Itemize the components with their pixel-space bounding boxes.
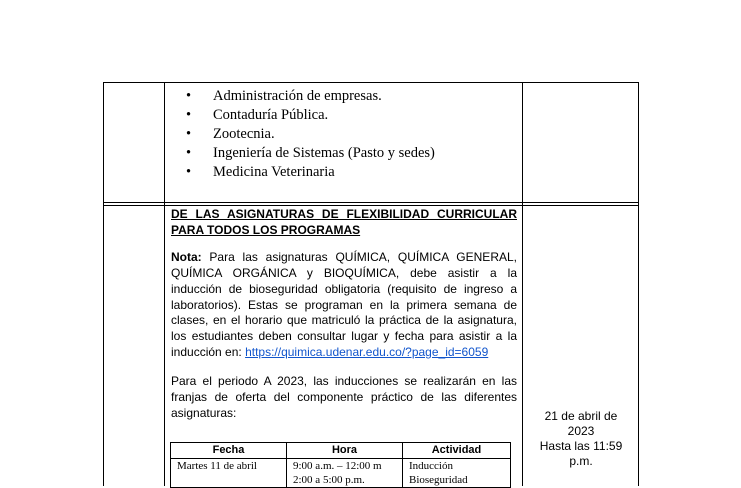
deadline-line: 21 de abril de: [544, 409, 618, 423]
deadline-line: Hasta las 11:59: [539, 439, 623, 453]
deadline-text: [526, 409, 636, 469]
actividad-line: Bioseguridad: [409, 474, 468, 486]
list-item: • Zootecnia.: [186, 125, 435, 144]
induction-schedule-table: [170, 442, 511, 488]
section-heading: DE LAS ASIGNATURAS DE FLEXIBILIDAD CURRICULAR PARA TODOS LOS PROGRAMAS: [171, 207, 517, 237]
hora-line: 2:00 a 5:00 p.m.: [293, 474, 365, 486]
note-paragraph: [171, 250, 517, 360]
row-divider: [103, 202, 639, 203]
hora-line: 9:00 a.m. – 12:00 m: [293, 460, 382, 472]
actividad-line: Inducción: [409, 460, 453, 472]
flex-section: [171, 207, 517, 421]
note-label: Nota:: [171, 250, 202, 265]
note-text: Para las asignaturas QUÍMICA, QUÍMICA GENERAL, QUÍMICA ORGÁNICA y BIOQUÍMICA, debe asistir a la inducción de bioseguridad obligatoria (requisito de ingreso a laboratorios). Estas se programan en la primera semana de clases, en el horario que matriculó la práctica de la asignatura, los estudiantes deben consultar lugar y fecha para asistir a la inducción en:: [171, 250, 517, 359]
row-divider: [103, 205, 639, 206]
list-item: • Administración de empresas.: [186, 87, 435, 106]
table-right-border: [638, 82, 639, 486]
cell-actividad: [403, 459, 511, 488]
table-left-border: [103, 82, 104, 486]
table-top-border: [103, 82, 639, 83]
program-list: [186, 87, 435, 182]
list-item: • Medicina Veterinaria: [186, 163, 435, 182]
cell-hora: [287, 459, 403, 488]
cell-fecha: Martes 11 de abril: [171, 459, 287, 488]
column-divider: [164, 82, 165, 486]
column-header-hora: Hora: [287, 443, 403, 459]
list-item: • Ingeniería de Sistemas (Pasto y sedes): [186, 144, 435, 163]
column-header-fecha: Fecha: [171, 443, 287, 459]
list-item: • Contaduría Pública.: [186, 106, 435, 125]
deadline-line: 2023: [567, 424, 595, 438]
deadline-line: p.m.: [569, 454, 593, 468]
table-header-row: [171, 443, 511, 459]
column-header-actividad: Actividad: [403, 443, 511, 459]
quimica-link[interactable]: https://quimica.udenar.edu.co/?page_id=6059: [245, 344, 489, 359]
period-paragraph: Para el periodo A 2023, las inducciones se realizarán en las franjas de oferta del componente práctico de las diferentes asignaturas:: [171, 374, 517, 420]
column-divider: [522, 82, 523, 486]
table-row: [171, 459, 511, 488]
